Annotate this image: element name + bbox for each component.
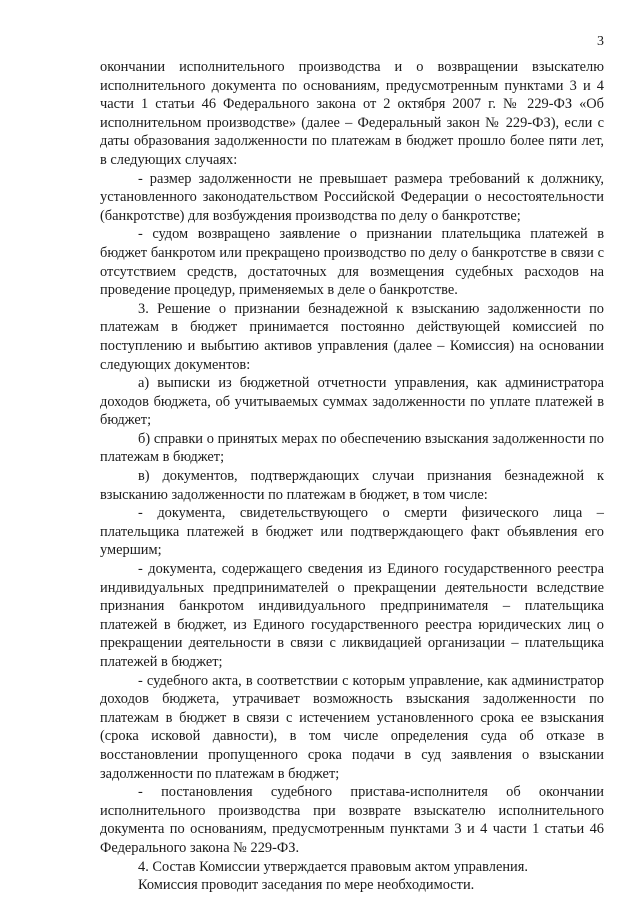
paragraph-subitem-b: б) справки о принятых мерах по обеспечению взыскания задолженности по платежам в бюджет; <box>100 430 604 466</box>
paragraph-debt-threshold: - размер задолженности не превышает размера требований к должнику, установленного законодательством Российской Федерации о несостоятельности (банкротстве) для возбуждения производства по делу о банкротстве; <box>100 170 604 224</box>
paragraph-commission-meetings: Комиссия проводит заседания по мере необходимости. <box>138 877 475 894</box>
document-body <box>100 58 604 895</box>
paragraph-court-act: - судебного акта, в соответствии с которым управление, как администратор доходов бюджета, утрачивает возможность взыскания задолженности по платежам в бюджет в связи с истечением установленного срока ее взыскания (срока исковой давности), в том числе определения суда об отказе в восстановлении пропущенного срока подачи в суд заявления о взыскании задолженности по платежам в бюджет; <box>100 672 604 782</box>
paragraph-continuation: окончании исполнительного производства и о возвращении взыскателю исполнительного документа по основаниям, предусмотренным пунктами 3 и 4 части 1 статьи 46 Федерального закона от 2 октября 2007 г. № 229-ФЗ «Об исполнительном производстве» (далее – Федеральный закон № 229-ФЗ), если с даты образования задолженности по платежам в бюджет прошло более пяти лет, в следующих случаях: <box>100 59 604 168</box>
paragraph-death-document: - документа, свидетельствующего о смерти физического лица – плательщика платежей в бюджет или подтверждающего факт объявления его умершим; <box>100 505 604 559</box>
paragraph-item-3: 3. Решение о признании безнадежной к взысканию задолженности по платежам в бюджет принимается постоянно действующей комиссией по поступлению и выбытию активов управления (далее – Комиссия) на основании следующих документов: <box>100 300 604 373</box>
paragraph-bankruptcy-returned: - судом возвращено заявление о признании плательщика платежей в бюджет банкротом или прекращено производство по делу о банкротстве в связи с отсутствием средств, достаточных для возмещения судебных расходов на проведение процедур, применяемых в деле о банкротстве. <box>100 226 604 299</box>
paragraph-registry-document: - документа, содержащего сведения из Единого государственного реестра индивидуальных предпринимателей о прекращении деятельности вследствие признания банкротом индивидуального предпринимателя – плательщика платежей в бюджет, из Единого государственного реестра юридических лиц о прекращении деятельности в связи с ликвидацией организации – плательщика платежей в бюджет; <box>100 561 604 670</box>
paragraph-subitem-v: в) документов, подтверждающих случаи признания безнадежной к взысканию задолженности по платежам в бюджет, в том числе: <box>100 468 604 503</box>
page-number: 3 <box>597 34 604 49</box>
paragraph-bailiff-resolution: - постановления судебного пристава-исполнителя об окончании исполнительного производства при возврате взыскателю исполнительного документа по основаниям, предусмотренным пунктами 3 и 4 части 1 статьи 46 Федерального закона № 229-ФЗ. <box>100 784 604 856</box>
paragraph-item-4: 4. Состав Комиссии утверждается правовым актом управления. <box>138 858 528 875</box>
paragraph-subitem-a: а) выписки из бюджетной отчетности управления, как администратора доходов бюджета, об учитываемых суммах задолженности по уплате платежей в бюджет; <box>100 375 604 429</box>
